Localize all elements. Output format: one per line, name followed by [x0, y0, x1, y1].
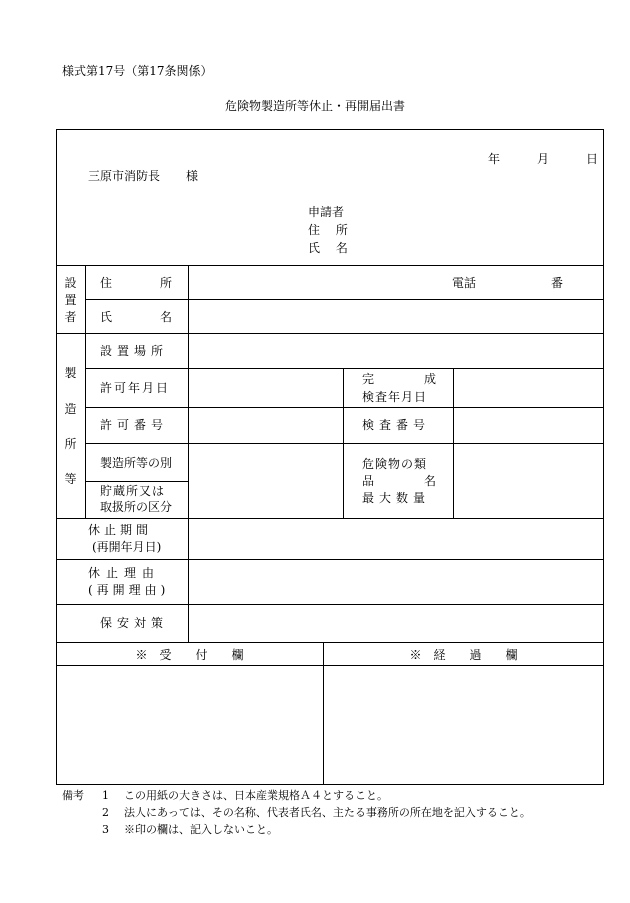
suspension-period-label: 休止期間	[88, 523, 153, 537]
note-row	[62, 821, 531, 838]
rule	[85, 481, 188, 482]
rule	[85, 265, 86, 518]
date-month-label: 月	[537, 152, 550, 166]
rule	[188, 265, 189, 642]
rule	[56, 265, 604, 266]
applicant-address-label: 住 所	[308, 223, 354, 237]
rule	[56, 665, 604, 666]
rule	[323, 642, 324, 785]
rule	[56, 518, 604, 519]
facility-group-char: 造	[64, 402, 77, 416]
form-number: 様式第17号（第17条関係）	[62, 64, 213, 78]
rule	[56, 604, 604, 605]
rule	[85, 407, 604, 408]
suspension-reason-label: 休止理由	[88, 566, 161, 580]
inspection-number-label: 検査番号	[362, 418, 431, 432]
date-day-label: 日	[586, 152, 599, 166]
resumption-date-label: (再開年月日)	[92, 540, 162, 554]
facility-type-label-3: 取扱所の区分	[100, 500, 173, 514]
hazmat-label-1: 危険物の類	[362, 457, 428, 471]
phone-label: 電話	[452, 276, 477, 290]
notes-header: 備考	[62, 789, 84, 802]
date-year-label: 年	[488, 152, 501, 166]
note-number: 1	[102, 789, 109, 802]
reception-column-label: ※ 受 付 欄	[135, 648, 244, 662]
note-text: 法人にあっては、その名称、代表者氏名、主たる事務所の所在地を記入すること。	[124, 806, 531, 819]
rule	[85, 368, 604, 369]
rule	[56, 642, 604, 643]
note-number: 2	[102, 806, 109, 819]
rule	[85, 443, 604, 444]
resumption-reason-label: (再開理由)	[88, 583, 170, 597]
installer-name-label	[100, 311, 172, 323]
facility-location-label: 設置場所	[100, 344, 169, 358]
installer-address-text: 住 所	[100, 276, 172, 290]
rule	[56, 333, 604, 334]
installer-group-char: 置	[64, 293, 77, 307]
notes	[62, 787, 531, 838]
facility-type-label-2: 貯蔵所又は	[100, 484, 166, 498]
installer-address-label	[100, 277, 172, 289]
facility-type-label-1: 製造所等の別	[100, 456, 173, 470]
completion-text-1: 完 成	[362, 372, 436, 386]
honorific: 様	[186, 169, 199, 183]
rule	[85, 299, 604, 300]
rule	[343, 368, 344, 518]
hazmat-text-2: 品 名	[362, 474, 436, 488]
installer-group-char: 設	[64, 276, 77, 290]
facility-group-char: 製	[64, 366, 77, 380]
permit-date-label: 許可年月日	[100, 381, 171, 395]
completion-label-1	[362, 373, 436, 385]
hazmat-label-2	[362, 475, 436, 487]
rule	[453, 368, 454, 518]
progress-column-label: ※ 経 過 欄	[409, 648, 518, 662]
note-number: 3	[102, 823, 109, 836]
addressee: 三原市消防長	[88, 169, 161, 183]
safety-measures-label: 保安対策	[100, 616, 169, 630]
note-text: この用紙の大きさは、日本産業規格Ａ４とすること。	[124, 789, 388, 802]
facility-group-char: 所	[64, 437, 77, 451]
document-title: 危険物製造所等休止・再開届出書	[224, 99, 405, 113]
hazmat-label-3: 最大数量	[362, 491, 431, 505]
note-row	[62, 804, 531, 821]
applicant-name-label: 氏 名	[308, 241, 354, 255]
note-text: ※印の欄は、記入しないこと。	[124, 823, 278, 836]
rule	[56, 559, 604, 560]
facility-group-char: 等	[64, 472, 77, 486]
note-row	[62, 787, 531, 804]
applicant-label: 申請者	[308, 205, 345, 219]
phone-number-label: 番	[551, 276, 564, 290]
installer-group-char: 者	[64, 310, 77, 324]
permit-number-label: 許可番号	[100, 418, 169, 432]
completion-label-2: 検査年月日	[362, 390, 428, 404]
installer-name-text: 氏 名	[100, 310, 172, 324]
